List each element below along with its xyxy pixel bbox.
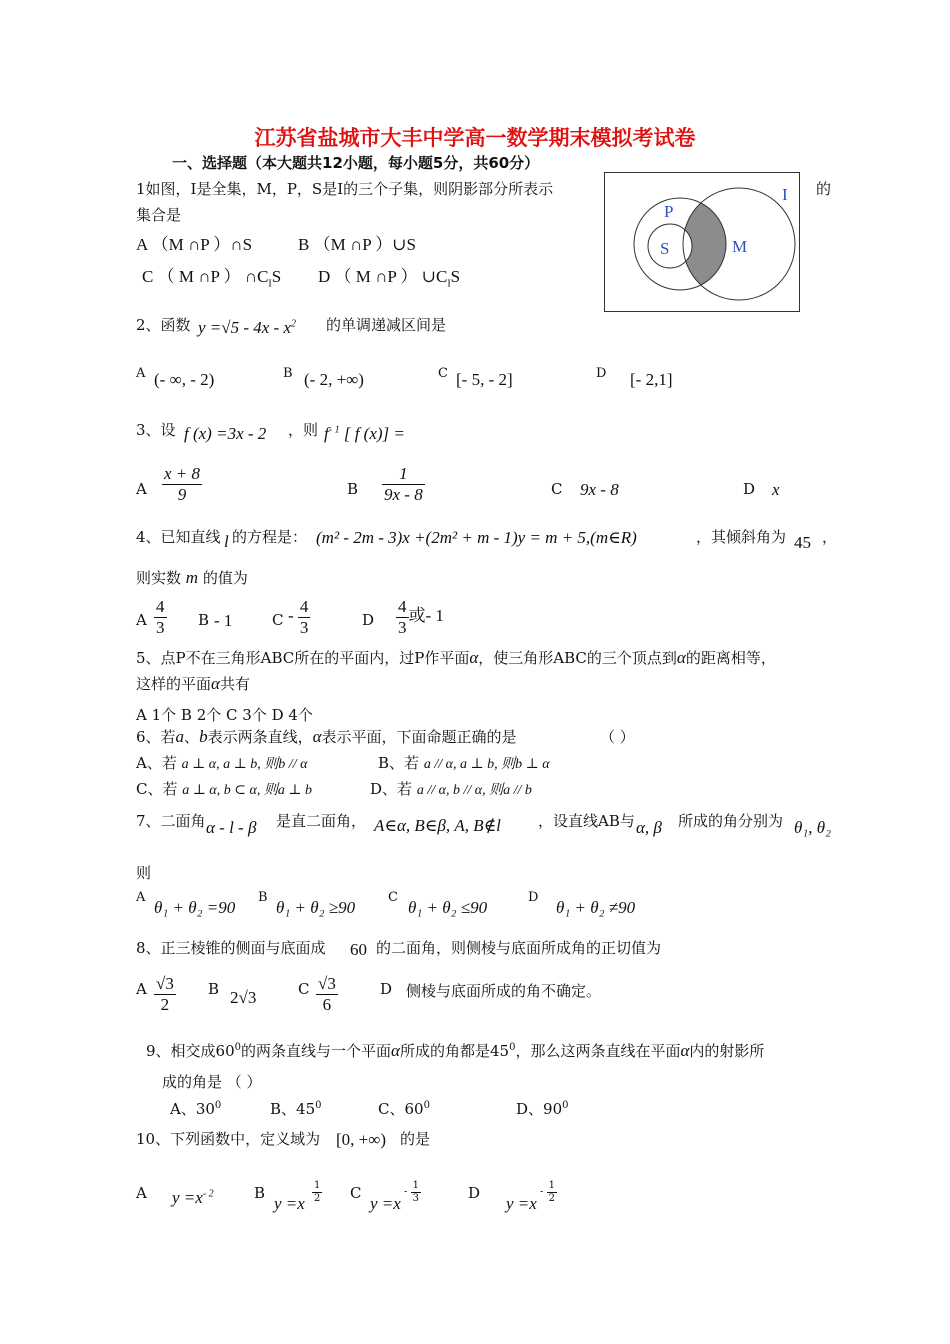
q7-option-d: θ₁ + θ₂ ≠90 — [556, 898, 636, 917]
q2-option-a: (- ∞, - 2) — [154, 370, 215, 389]
q8-option-a: $\frac{√3}{2}$ — [156, 974, 174, 1014]
q4-option-a-label: A — [136, 611, 147, 629]
q6-stem: 6、若a、b表示两条直线，α表示平面，下面命题正确的是 — [136, 727, 517, 746]
q3-stem: 3、设 — [136, 421, 176, 439]
q10-option-c-exponent: - $\frac{1}{3}$ — [404, 1180, 419, 1204]
q8-degree: 60 — [350, 940, 367, 959]
q2-option-c-label: C — [438, 366, 448, 381]
q9-option-d: D、$90^0$ — [516, 1100, 569, 1118]
q8-option-c: $\frac{√3}{6}$ — [318, 974, 336, 1014]
venn-label-p: P — [664, 202, 674, 221]
q7-option-d-label: D — [528, 890, 539, 905]
q2-option-d: [- 2,1] — [630, 370, 673, 389]
venn-diagram — [604, 172, 800, 312]
q9-line1: 9、相交成$60^0$的两条直线与一个平面α所成的角都是$45^0$，那么这两条直线在平面α内的射影所 — [146, 1041, 765, 1060]
q3-option-a-label: A — [136, 480, 147, 498]
venn-label-m: M — [732, 237, 748, 256]
q7-option-a: θ₁ + θ₂ =90 — [154, 898, 236, 917]
q4-option-c-label: C — [272, 611, 284, 629]
q10-option-b-label: B — [254, 1184, 266, 1202]
q3-option-c-label: C — [551, 480, 563, 498]
q3-function: f (x) =3x - 2 — [184, 424, 267, 443]
venn-label-i: I — [782, 185, 788, 204]
q4-line-l: l — [224, 532, 229, 551]
q7-thetas: θ₁, θ₂ — [794, 818, 832, 837]
q10-stem: 10、下列函数中，定义域为 — [136, 1130, 321, 1148]
q2-function: $y =√5 - 4x - x^2$ — [198, 318, 297, 337]
q2-option-d-label: D — [596, 366, 607, 381]
q1-stem-line2: 集合是 — [136, 206, 182, 224]
q10-option-c: y =x — [370, 1194, 401, 1213]
q4-stem-mid: 的方程是： — [232, 528, 308, 546]
q4-stem-tail: ，其倾斜角为 — [696, 528, 787, 546]
venn-label-s: S — [660, 239, 670, 258]
q1-stem-line1: 1如图，I是全集，M，P，S是I的三个子集，则阴影部分所表示 — [136, 180, 554, 198]
q6-option-a: A、若 a ⊥ α, a ⊥ b, 则b // α — [136, 754, 308, 772]
q5-line2: 这样的平面α共有 — [136, 674, 250, 693]
q6-option-b: B、若 a // α, a ⊥ b, 则b ⊥ α — [378, 754, 550, 772]
q6-option-d: D、若 a // α, b // α, 则a // b — [370, 780, 532, 798]
q3-option-d: x — [772, 480, 780, 499]
q7-option-b-label: B — [258, 890, 268, 905]
q2-option-b: (- 2, +∞) — [304, 370, 364, 389]
q9-option-a: A、$30^0$ — [170, 1100, 222, 1118]
q7-then: 则 — [136, 864, 152, 882]
q4-option-d: $\frac{4}{3}$ 或- 1 — [398, 597, 444, 637]
q4-option-c: - $\frac{4}{3}$ — [288, 597, 309, 637]
q3-option-c: 9x - 8 — [580, 480, 619, 499]
q10-option-d-exponent: - $\frac{1}{2}$ — [540, 1180, 555, 1204]
q9-line2: 成的角是 （ ） — [162, 1073, 262, 1091]
q4-angle: 45 — [794, 533, 811, 552]
q8-option-b: 2√3 — [230, 988, 257, 1007]
q1-option-a: A （M ∩P ）∩S — [136, 235, 253, 254]
q4-option-b-label: B — [198, 611, 210, 629]
q10-option-d-label: D — [468, 1184, 481, 1202]
q2-option-b-label: B — [283, 366, 293, 381]
q4-equation: (m² - 2m - 3)x +(2m² + m - 1)y = m + 5,(m∈R) — [316, 528, 637, 547]
q7-stem-mid: 是直二面角， — [276, 812, 367, 830]
q7-option-b: θ₁ + θ₂ ≥90 — [276, 898, 356, 917]
q3-option-b: $\frac{1}{9x - 8}$ — [384, 464, 423, 504]
q7-option-a-label: A — [136, 890, 146, 905]
q7-stem: 7、二面角 — [136, 812, 206, 830]
section-heading: 一、选择题（本大题共12小题，每小题5分，共60分） — [172, 154, 540, 172]
q10-option-a-label: A — [136, 1184, 147, 1202]
q10-option-b-exponent: $\frac{1}{2}$ — [314, 1180, 321, 1204]
q4-option-a: $\frac{4}{3}$ — [156, 597, 165, 637]
q10-stem-tail: 的是 — [400, 1130, 431, 1148]
q7-stem-mid3: 所成的角分别为 — [678, 812, 784, 830]
q1-option-c: C （ M ∩P ） $\cap C_IS$ — [142, 267, 282, 290]
q8-option-d: 侧棱与底面所成的角不确定。 — [406, 982, 602, 1000]
q10-option-b: y =x — [274, 1194, 305, 1213]
q3-stem-mid: ，则 — [288, 421, 319, 439]
q7-condition: A∈α, B∈β, A, B∉l — [374, 816, 501, 835]
q4-comma: ， — [822, 528, 838, 546]
q4-line2: 则实数 m 的值为 — [136, 568, 248, 587]
q2-stem: 2、函数 — [136, 316, 191, 334]
q2-stem-tail: 的单调递减区间是 — [326, 316, 447, 334]
q8-option-a-label: A — [136, 980, 147, 998]
q7-option-c-label: C — [388, 890, 398, 905]
q3-option-d-label: D — [743, 480, 756, 498]
q10-option-a: $y =x^{- 2}$ — [172, 1188, 214, 1207]
q8-stem-tail: 的二面角，则侧棱与底面所成角的正切值为 — [376, 939, 662, 957]
q10-domain: [0, +∞) — [336, 1130, 387, 1149]
q8-stem: 8、正三棱锥的侧面与底面成 — [136, 939, 326, 957]
q7-stem-mid2: ，设直线AB与 — [538, 812, 635, 830]
q1-option-b: B （M ∩P ）∪S — [298, 235, 417, 254]
q10-option-c-label: C — [350, 1184, 362, 1202]
q7-option-c: θ₁ + θ₂ ≤90 — [408, 898, 488, 917]
q4-option-b: - 1 — [214, 611, 233, 630]
q6-answer-paren: （ ） — [600, 728, 635, 746]
q5-options: A 1个 B 2个 C 3个 D 4个 — [136, 706, 313, 724]
q3-option-a: $\frac{x + 8}{9}$ — [164, 464, 201, 504]
q3-inverse: $f^{- 1}$ [ f (x)] = — [324, 424, 405, 443]
q8-option-c-label: C — [298, 980, 310, 998]
q2-option-c: [- 5, - 2] — [456, 370, 513, 389]
q1-stem-line1-end: 的 — [816, 180, 832, 198]
q4-option-d-label: D — [362, 611, 375, 629]
q10-option-d: y =x — [506, 1194, 537, 1213]
q2-option-a-label: A — [136, 366, 146, 381]
q8-option-d-label: D — [380, 980, 393, 998]
q7-planes: α, β — [636, 818, 662, 837]
q4-stem: 4、已知直线 — [136, 528, 221, 546]
document-title: 江苏省盐城市大丰中学高一数学期末模拟考试卷 — [254, 126, 696, 150]
q8-option-b-label: B — [208, 980, 220, 998]
q9-option-b: B、$45^0$ — [270, 1100, 322, 1118]
q5-line1: 5、点P不在三角形ABC所在的平面内，过P作平面α，使三角形ABC的三个顶点到α的距离相等， — [136, 648, 776, 667]
q1-option-d: D （ M ∩P ） $\cup C_IS$ — [318, 267, 461, 290]
q9-option-c: C、$60^0$ — [378, 1100, 430, 1118]
q3-option-b-label: B — [347, 480, 359, 498]
q6-option-c: C、若 a ⊥ α, b ⊂ α, 则a ⊥ b — [136, 780, 313, 798]
q7-dihedral: α - l - β — [206, 818, 257, 837]
